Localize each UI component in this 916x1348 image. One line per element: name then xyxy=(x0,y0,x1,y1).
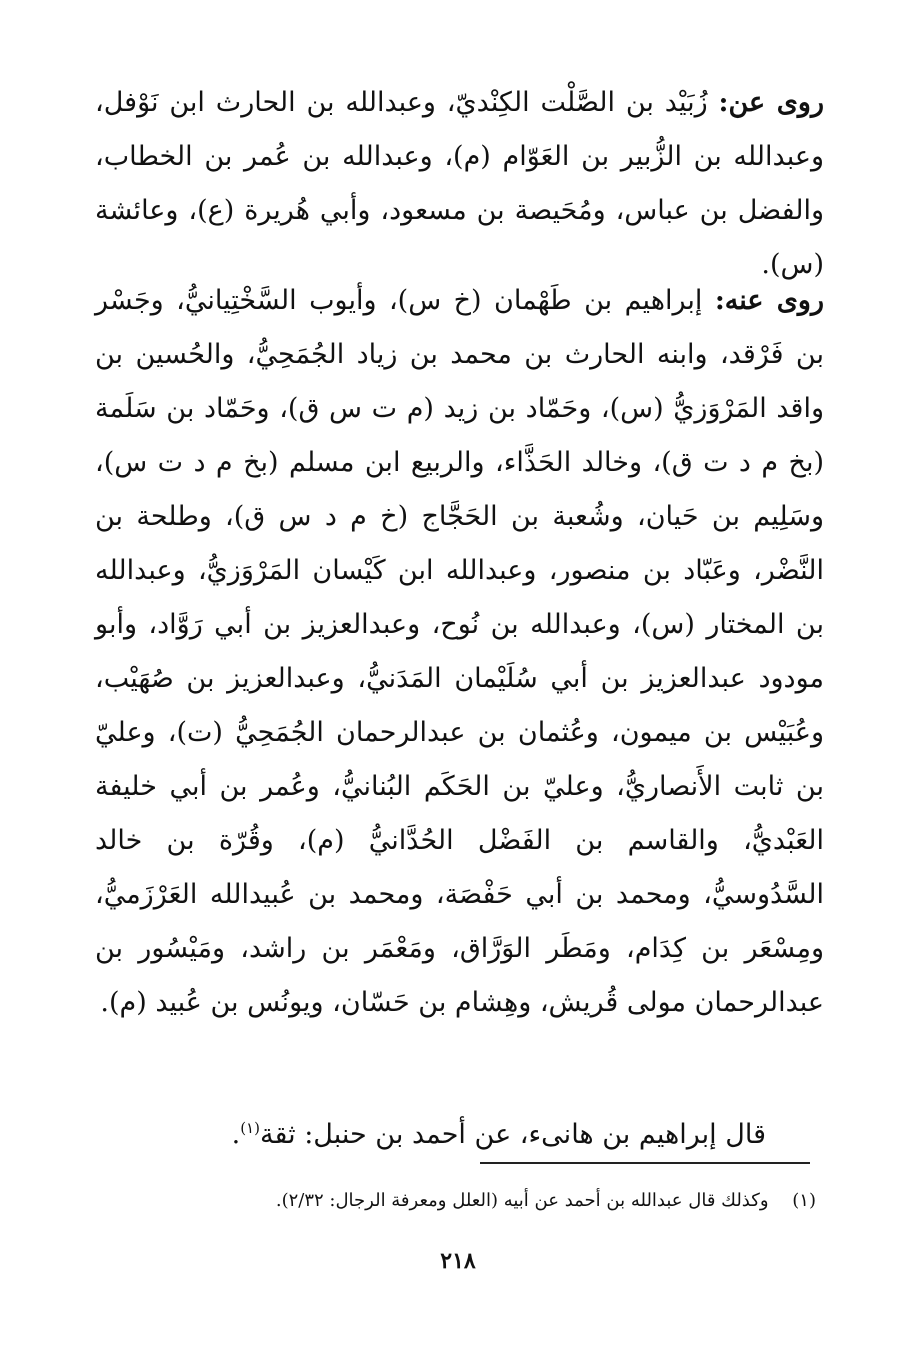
narrated-from-text: زُبَيْد بن الصَّلْت الكِنْديّ، وعبدالله بن الحارث ابن نَوْفل، وعبدالله بن الزُّبير بن العَوّام (م)، وعبدالله بن عُمر بن الخطاب، والفضل بن عباس، ومُحَيصة بن مسعود، وأبي هُريرة (ع)، وعائشة (س). xyxy=(95,87,824,280)
footnote-text: وكذلك قال عبدالله بن أحمد عن أبيه (العلل ومعرفة الرجال: ٢/٣٢). xyxy=(275,1190,769,1211)
narrated-by-paragraph xyxy=(95,274,824,1030)
narrated-by-text: إبراهيم بن طَهْمان (خ س)، وأيوب السَّخْتِيانيُّ، وجَسْر بن فَرْقد، وابنه الحارث بن محمد بن زياد الجُمَحِيُّ، والحُسين بن واقد المَرْوَزيُّ (س)، وحَمّاد بن زيد (م ت س ق)، وحَمّاد بن سَلَمة (بخ م د ت ق)، وخالد الحَذَّاء، والربيع ابن مسلم (بخ م د ت س)، وسَلِيم بن حَيان، وشُعبة بن الحَجَّاج (خ م د س ق)، وطلحة بن النَّضْر، وعَبّاد بن منصور، وعبدالله ابن كَيْسان المَرْوَزيُّ، وعبدالله بن المختار (س)، وعبدالله بن نُوح، وعبدالعزيز بن أبي رَوَّاد، وأبو مودود عبدالعزيز بن أبي سُلَيْمان المَدَنيُّ، وعبدالعزيز بن صُهَيْب، وعُبَيْس بن ميمون، وعُثمان بن عبدالرحمان الجُمَحِيُّ (ت)، وعليّ بن ثابت الأَنصاريُّ، وعليّ بن الحَكَم البُنانيُّ، وعُمر بن أبي خليفة العَبْديُّ، والقاسم بن الفَضْل الحُدَّانيُّ (م)، وقُرّة بن خالد السَّدُوسيُّ، ومحمد بن أبي حَفْصَة، ومحمد بن عُبيدالله العَرْزَميُّ، ومِسْعَر بن كِدَام، ومَطَر الوَرَّاق، ومَعْمَر بن راشد، ومَيْسُور بن عبدالرحمان مولى قُريش، وهِشام بن حَسّان، ويونُس بن عُبيد (م). xyxy=(95,285,824,1018)
footnote-divider xyxy=(480,1162,810,1164)
statement-text: قال إبراهيم بن هانىء، عن أحمد بن حنبل: ثقة xyxy=(259,1119,766,1150)
footnote xyxy=(95,1186,816,1216)
narrated-from-label: روى عن: xyxy=(718,87,824,118)
footnote-number: (١) xyxy=(792,1190,816,1211)
statement-end: . xyxy=(231,1119,241,1150)
narrated-from-paragraph xyxy=(95,76,824,292)
footnote-reference: (١) xyxy=(240,1119,260,1137)
page-number: ٢١٨ xyxy=(440,1248,476,1274)
statement-paragraph xyxy=(95,1108,766,1162)
narrated-by-label: روى عنه: xyxy=(714,285,824,316)
